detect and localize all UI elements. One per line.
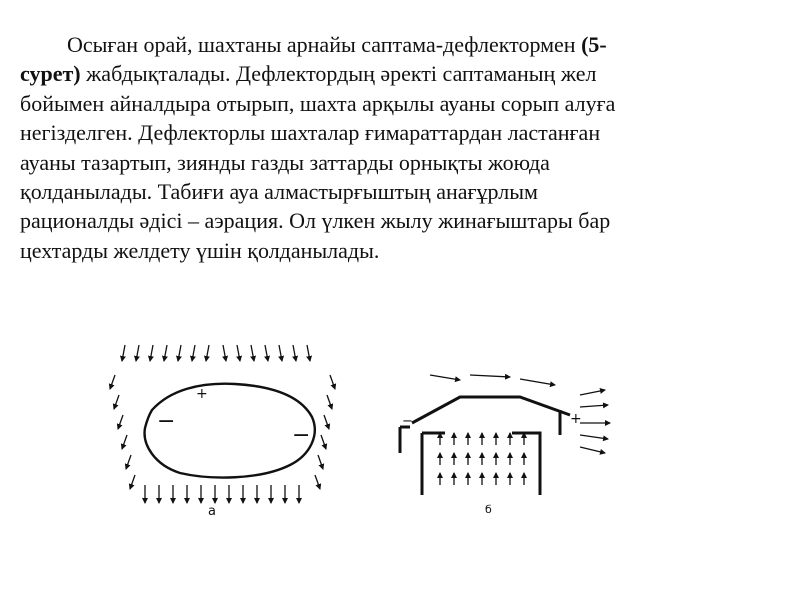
flow-arrow xyxy=(136,345,139,361)
flow-arrow xyxy=(580,405,608,407)
pressure-sign-right: + xyxy=(570,411,582,427)
diagram-b xyxy=(400,375,610,516)
flow-arrow xyxy=(330,375,335,389)
flow-arrow xyxy=(223,345,226,361)
flow-arrow xyxy=(122,435,127,449)
flow-arrow xyxy=(178,345,181,361)
figure-drawing xyxy=(100,335,620,525)
body-paragraph xyxy=(20,30,780,265)
pressure-sign-top: + xyxy=(196,386,208,402)
figure-ref-number: (5- xyxy=(581,32,607,57)
caption-b: б xyxy=(485,503,492,516)
figure-ref-word: сурет) xyxy=(20,61,81,87)
roof-line xyxy=(412,397,570,423)
flow-arrow xyxy=(110,375,115,389)
flow-arrow xyxy=(470,375,510,377)
suction-sign-left: − xyxy=(157,409,176,434)
flow-arrow xyxy=(164,345,167,361)
flow-arrow xyxy=(307,345,310,361)
suction-sign-b: − xyxy=(402,414,413,429)
flow-arrow xyxy=(318,455,323,469)
flow-arrow xyxy=(293,345,296,361)
diagram-a xyxy=(110,345,335,519)
left-wall-cap xyxy=(400,427,410,453)
right-wall xyxy=(512,433,540,495)
flow-arrow xyxy=(580,447,605,453)
flow-arrow xyxy=(580,435,608,439)
flow-arrow xyxy=(251,345,254,361)
caption-a: а xyxy=(208,504,216,519)
flow-arrow xyxy=(118,415,123,429)
flow-arrows-b xyxy=(430,375,610,485)
text-line-5: ауаны тазартып, зиянды газды заттарды орнықты жоюда xyxy=(20,149,550,175)
flow-arrow xyxy=(265,345,268,361)
text-line-4: негізделген. Дефлекторлы шахталар ғимараттардан ластанған xyxy=(20,120,601,146)
flow-arrow xyxy=(150,345,153,361)
text-line-6: қолданылады. Табиғи ауа алмастырғыштың анағұрлым xyxy=(20,179,538,205)
text-line-3: бойымен айналдыра отырып, шахта арқылы ауаны сорып алуға xyxy=(20,90,616,116)
text-line-7: рационалды әдісі – аэрация. Ол үлкен жылу жинағыштары бар xyxy=(20,208,611,234)
suction-sign-right: − xyxy=(292,423,311,448)
flow-arrow xyxy=(237,345,240,361)
flow-arrow xyxy=(430,375,460,380)
text-line-8: цехтарды желдету үшін қолданылады. xyxy=(20,237,380,263)
left-wall xyxy=(422,433,445,495)
deflector-figure xyxy=(100,335,620,525)
flow-arrow xyxy=(324,415,329,429)
flow-arrow xyxy=(315,475,320,489)
flow-arrow xyxy=(520,379,555,385)
flow-arrow xyxy=(192,345,195,361)
text-line-2 xyxy=(20,59,780,88)
text-line-2-rest: жабдықталады. Дефлектордың әректі саптаманың жел xyxy=(80,61,597,87)
flow-arrow xyxy=(580,390,605,395)
flow-arrow xyxy=(279,345,282,361)
flow-arrow xyxy=(114,395,119,409)
flow-arrow xyxy=(122,345,125,361)
text-line-1-main: Осыған орай, шахтаны арнайы саптама-дефлектормен xyxy=(67,32,582,57)
flow-arrow xyxy=(321,435,326,449)
text-line-1 xyxy=(20,30,780,59)
flow-arrow xyxy=(126,455,131,469)
flow-arrow xyxy=(206,345,209,361)
flow-arrow xyxy=(130,475,135,489)
flow-arrow xyxy=(327,395,332,409)
